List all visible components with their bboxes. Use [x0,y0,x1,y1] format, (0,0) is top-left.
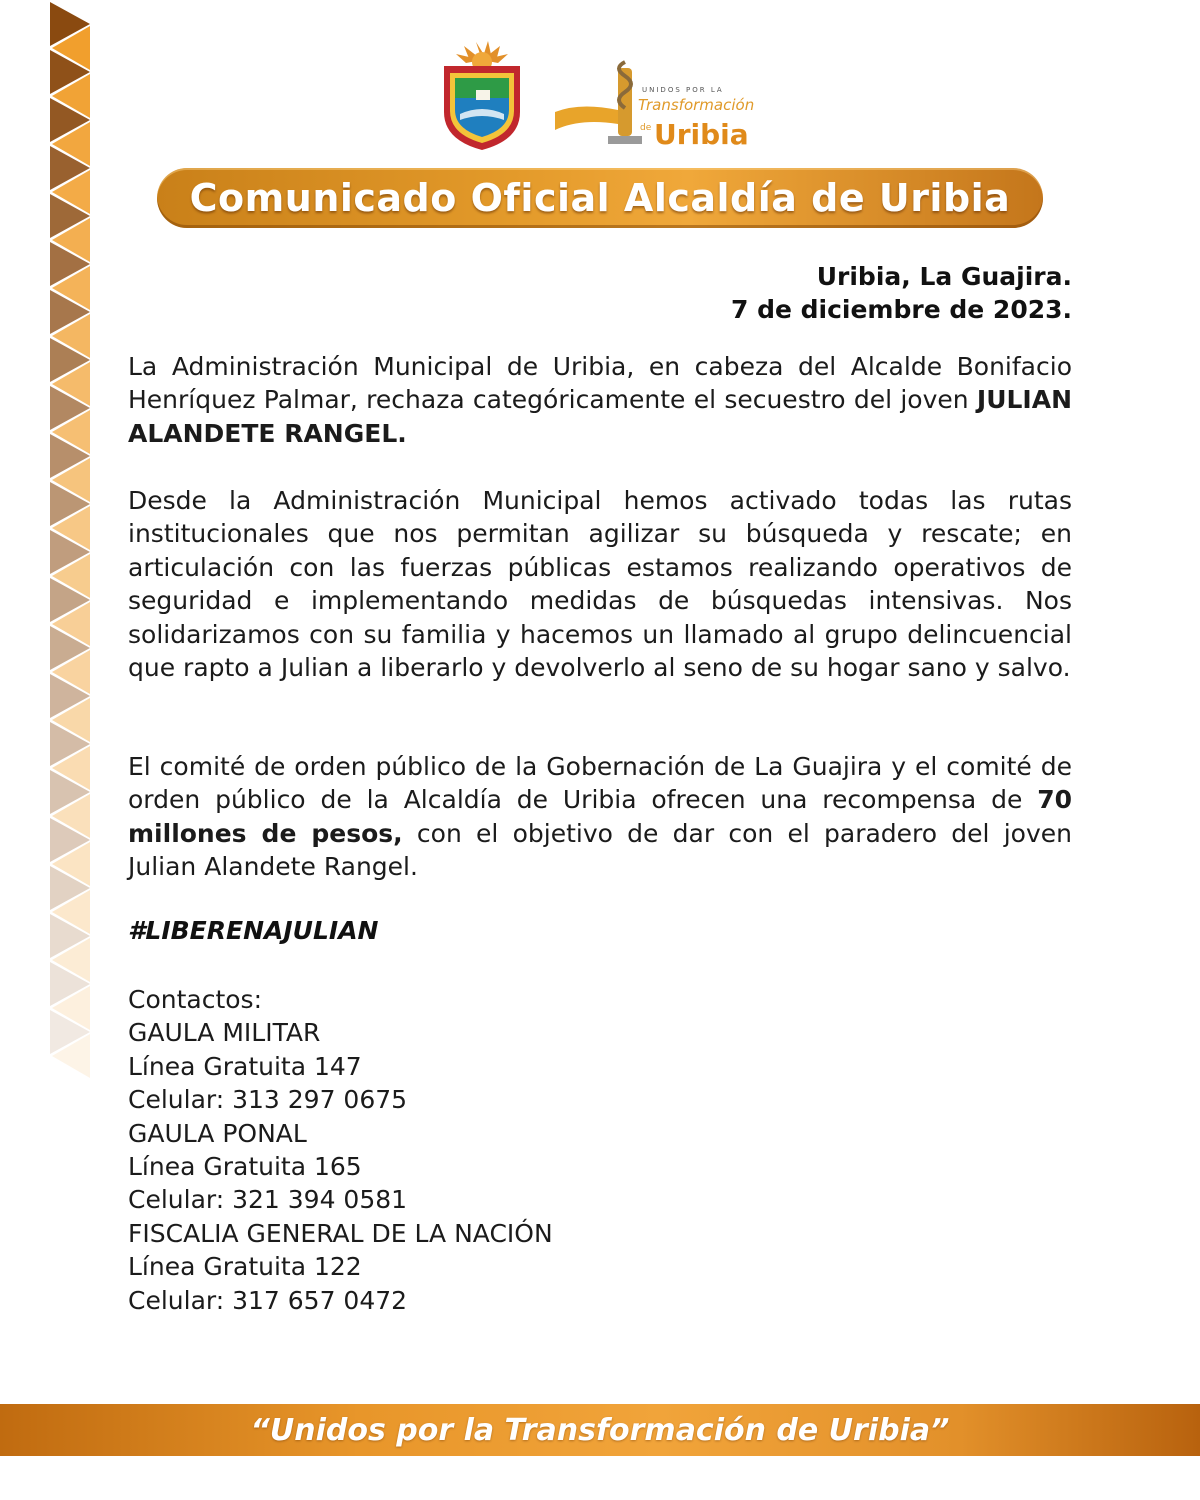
logo-slogan-de: de [640,123,652,133]
title-banner [157,168,1043,228]
paragraph-1-text: La Administración Municipal de Uribia, en cabeza del Alcalde Bonifacio Henríquez Palmar, rechaza categóricamente el secuestro del joven [128,352,1072,415]
paragraph-3-text-a: El comité de orden público de la Gobernación de La Guajira y el comité de orden público de la Alcaldía de Uribia ofrecen una recompensa de [128,752,1072,815]
contact-line: FISCALIA GENERAL DE LA NACIÓN [128,1218,553,1248]
contact-line: GAULA MILITAR [128,1018,321,1048]
date-value: 7 de diciembre de 2023. [730,295,1072,324]
paragraph-3-bold: 70 millones de pesos, [128,785,1072,848]
contact-line: GAULA PONAL [128,1118,307,1148]
contacts-block [128,983,553,1317]
contacts-heading: Contactos: [128,985,263,1014]
uribia-coat-of-arms-icon [444,41,520,150]
transformacion-logo-icon [555,62,754,151]
hashtag: #LIBERENAJULIAN [128,916,379,945]
logo-slogan-big: Uribia [654,118,749,151]
header-logos [430,40,770,155]
footer-slogan: “Unidos por la Transformación de Uribia” [250,1412,950,1448]
decorative-triangle-border [0,0,100,1100]
date-place: Uribia, La Guajira. [816,262,1072,291]
contact-line: Línea Gratuita 122 [128,1252,362,1282]
paragraph-3 [128,750,1072,884]
logo-slogan-small: UNIDOS POR LA [642,86,724,94]
contact-line: Celular: 321 394 0581 [128,1185,408,1215]
contact-line: Línea Gratuita 147 [128,1051,362,1081]
footer-band [0,1404,1200,1456]
contact-line: Línea Gratuita 165 [128,1152,362,1182]
contact-line: Celular: 317 657 0472 [128,1285,408,1315]
contact-line: Celular: 313 297 0675 [128,1085,408,1115]
paragraph-1-bold: JULIAN ALANDETE RANGEL. [128,385,1072,448]
paragraph-3-text-b: con el objetivo de dar con el paradero del joven Julian Alandete Rangel. [128,818,1072,882]
page-title: Comunicado Oficial Alcaldía de Uribia [189,176,1011,220]
date-block [731,260,1072,326]
paragraph-2: Desde la Administración Municipal hemos activado todas las rutas institucionales que nos permitan agilizar su búsqueda y rescate; en articulación con las fuerzas públicas estamos realizando operativos de seguridad e implementando medidas de búsquedas intensivas. Nos solidarizamos con su familia y hacemos un llamado al grupo delincuencial que rapto a Julian a liberarlo y devolverlo al seno de su hogar sano y salvo. [128,486,1072,683]
paragraph-1 [128,350,1072,450]
logo-slogan-mid: Transformación [638,96,755,114]
